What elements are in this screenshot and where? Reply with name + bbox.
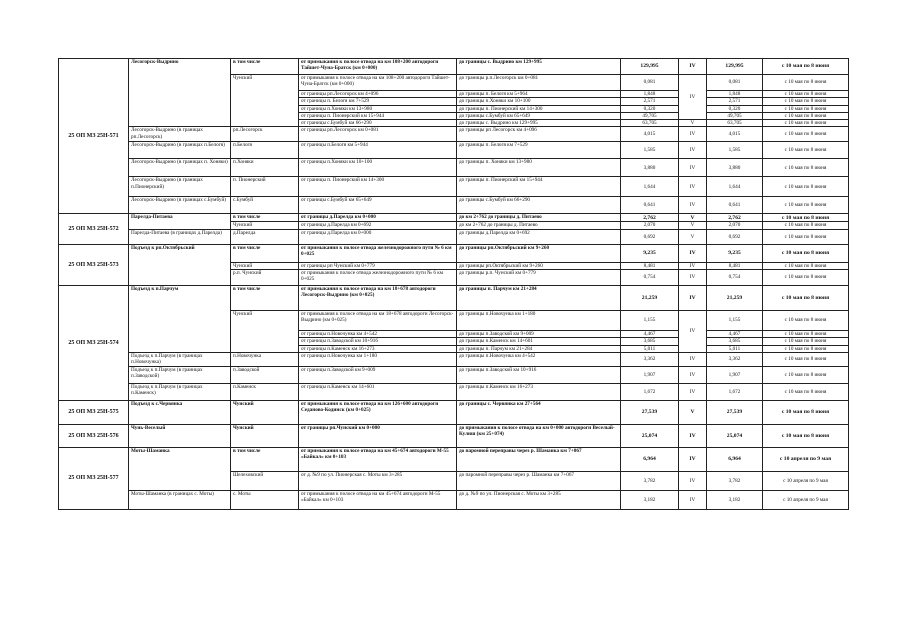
locality: в том числе: [231, 59, 299, 75]
length-restricted: 3,880: [707, 159, 763, 177]
length-restricted: 0,692: [707, 229, 763, 244]
locality: в том числе: [231, 214, 299, 222]
locality: Чунский: [231, 311, 299, 353]
length: 4,467: [621, 331, 679, 338]
segment-from: от примыкания к полосе отвода на км 108+200 автодороги Тайшет-Чуна-Братск (км 0+000): [299, 59, 457, 75]
length-restricted: 6,964: [707, 447, 763, 471]
restriction-period: с 10 мая по 8 июня: [763, 91, 849, 98]
segment-to: до границы п.Каменск км 14+601: [457, 338, 621, 345]
length-restricted: 129,995: [707, 59, 763, 75]
locality: в том числе: [231, 447, 299, 471]
restriction-period: с 10 мая по 8 июня: [763, 331, 849, 338]
length-restricted: 1,155: [707, 311, 763, 331]
table-row: [59, 159, 849, 177]
segment-from: от примыкания к полосе отвода на км 45+674 автодороги М-55 «Байкал» км 0+103: [299, 447, 457, 471]
restriction-period: с 10 мая по 8 июня: [763, 159, 849, 177]
restriction-period: с 10 мая по 8 июня: [763, 345, 849, 352]
segment-to: до границы п. Парчум км 21+284: [457, 286, 621, 311]
segment-from: от границы п.Новочунка км 4+542: [299, 331, 457, 338]
segment-to: до границы с. Выдрино км 129+995: [457, 120, 621, 127]
length: 21,259: [621, 286, 679, 311]
length: 49,705: [621, 112, 679, 119]
length: 4,015: [621, 127, 679, 142]
road-name: Моты-Шаманка (в границах с. Моты): [129, 490, 231, 509]
table-row: [59, 424, 849, 447]
length: 25,074: [621, 424, 679, 447]
category: IV: [679, 383, 707, 400]
category: IV: [679, 286, 707, 311]
segment-from: от границы д.Парелда км 0+000: [299, 214, 457, 222]
category: IV: [679, 177, 707, 197]
restriction-period: с 10 мая по 8 июня: [763, 75, 849, 91]
restriction-period: с 10 мая по 8 июня: [763, 400, 849, 424]
length: 3,782: [621, 471, 679, 490]
segment-from: от примыкания к полосе отвода железнодорожного пути № 6 км 0+025: [299, 244, 457, 262]
segment-from: от границы п. Пионерский км 15+944: [299, 112, 457, 119]
road-name: Лесогорск-Выдрино (в границах п.Белогя): [129, 142, 231, 159]
segment-from: от границы п.Заводской км 10+916: [299, 338, 457, 345]
road-name: Моты-Шаманка: [129, 447, 231, 490]
road-code: 25 ОП МЗ 25Н-576: [59, 424, 129, 447]
restriction-period: с 10 мая по 8 июня: [763, 424, 849, 447]
segment-from: от границы п. Пионерский км 14+300: [299, 177, 457, 197]
segment-to: до д. №9 по ул. Пионерская с. Моты км 3+285: [457, 490, 621, 509]
length-restricted: 1,585: [707, 142, 763, 159]
length: 1,155: [621, 311, 679, 331]
segment-to: до границы с.Бумбуй км 66+290: [457, 197, 621, 214]
restriction-period: с 10 апреля по 9 мая: [763, 471, 849, 490]
restriction-period: с 10 мая по 8 июня: [763, 338, 849, 345]
road-name: Подъезд к п.Парчум (в границах п.Каменск): [129, 383, 231, 400]
road-name: Подъезд к п.Парчум (в границах п.Заводской): [129, 366, 231, 383]
length-restricted: 1,907: [707, 366, 763, 383]
category: IV: [679, 471, 707, 490]
locality: д.Парелда: [231, 229, 299, 244]
restriction-period: с 10 мая по 8 июня: [763, 366, 849, 383]
length-restricted: 25,074: [707, 424, 763, 447]
length-restricted: 0,641: [707, 197, 763, 214]
segment-from: от границы п.Каменск км 14+601: [299, 383, 457, 400]
road-code: 25 ОП МЗ 25Н-574: [59, 286, 129, 401]
length: 2,762: [621, 214, 679, 222]
segment-to: до границы п. Хоняки км 13+980: [457, 159, 621, 177]
road-name: Лесогорск-Выдрино (в границах п. Хоняки): [129, 159, 231, 177]
table-row: [59, 177, 849, 197]
locality: в том числе: [231, 244, 299, 262]
segment-to: до границы р.п.Лесогорск км 0+081: [457, 75, 621, 91]
length-restricted: 0,320: [707, 105, 763, 112]
length: 0,320: [621, 105, 679, 112]
road-code: 25 ОП МЗ 25Н-572: [59, 214, 129, 244]
road-name: Лесогорск-Выдрино: [129, 59, 231, 127]
restriction-period: с 10 мая по 8 июня: [763, 120, 849, 127]
segment-to: до границы рп Лесогорск км 4+096: [457, 127, 621, 142]
category: V: [679, 214, 707, 222]
locality: п.Хоняки: [231, 159, 299, 177]
table-row: [59, 490, 849, 509]
locality: Чунский: [231, 400, 299, 424]
length-restricted: 3,362: [707, 352, 763, 366]
length: 27,539: [621, 400, 679, 424]
restriction-period: с 10 мая по 8 июня: [763, 383, 849, 400]
restriction-period: с 10 мая по 8 июня: [763, 105, 849, 112]
category: IV: [679, 311, 707, 353]
length-restricted: 3,782: [707, 471, 763, 490]
restriction-period: с 10 мая по 8 июня: [763, 214, 849, 222]
length-restricted: 3,685: [707, 338, 763, 345]
segment-from: от границы с.Бумбуй км 66+290: [299, 120, 457, 127]
category: V: [679, 400, 707, 424]
segment-from: от границы п.Хоняки км 10+100: [299, 159, 457, 177]
locality: Чунский: [231, 222, 299, 229]
segment-to: до паромной переправы через р. Шаманка км 7+067: [457, 447, 621, 471]
locality: Чунский: [231, 262, 299, 269]
segment-to: до границы п. Парчум км 21+284: [457, 345, 621, 352]
locality: п.Белогя: [231, 142, 299, 159]
category: IV: [679, 159, 707, 177]
length-restricted: 3,182: [707, 490, 763, 509]
category: V: [679, 229, 707, 244]
road-name: Подъезд к рп.Октябрьский: [129, 244, 231, 285]
category: IV: [679, 352, 707, 366]
length: 8,481: [621, 262, 679, 269]
category: IV: [679, 75, 707, 120]
table-row: [59, 383, 849, 400]
locality: в том числе: [231, 286, 299, 311]
road-name: Подъезд к п.Парчум: [129, 286, 231, 353]
restriction-period: с 10 мая по 8 июня: [763, 98, 849, 105]
restriction-period: с 10 мая по 8 июня: [763, 270, 849, 286]
segment-to: до км 2+762 до границы д. Питаево: [457, 214, 621, 222]
road-name: Парелда-Питаева (в границах д.Парелда): [129, 229, 231, 244]
road-code: 25 ОП МЗ 25Н-575: [59, 400, 129, 424]
length: 0,692: [621, 229, 679, 244]
length: 2,070: [621, 222, 679, 229]
road-name: Лесогорск-Выдрино (в границах п.Пионерский): [129, 177, 231, 197]
segment-to: до границы п.Новочунка км 4+542: [457, 352, 621, 366]
restriction-period: с 10 мая по 8 июня: [763, 286, 849, 311]
length-restricted: 9,235: [707, 244, 763, 262]
category: V: [679, 120, 707, 127]
length-restricted: 5,011: [707, 345, 763, 352]
locality: с. Моты: [231, 490, 299, 509]
restriction-period: с 10 мая по 8 июня: [763, 352, 849, 366]
length-restricted: 4,467: [707, 331, 763, 338]
road-name: Чунь-Веселый: [129, 424, 231, 447]
table-row: [59, 127, 849, 142]
locality: п.Заводской: [231, 366, 299, 383]
table-row: [59, 366, 849, 383]
segment-to: до паромной переправы через р. Шаманка км 7+067: [457, 471, 621, 490]
road-code: 25 ОП МЗ 25Н-571: [59, 59, 129, 214]
length: 1,848: [621, 91, 679, 98]
restriction-period: с 10 мая по 8 июня: [763, 311, 849, 331]
category: IV: [679, 127, 707, 142]
locality: Чунский: [231, 424, 299, 447]
restriction-period: с 10 апреля по 9 мая: [763, 490, 849, 509]
length-restricted: 1,644: [707, 177, 763, 197]
segment-from: от границы п. Белогя км 7+529: [299, 98, 457, 105]
segment-from: от д. №9 по ул. Пионерская с. Моты км 3+285: [299, 471, 457, 490]
segment-to: до границы п. Белогя км 5+964: [457, 91, 621, 98]
length-restricted: 21,259: [707, 286, 763, 311]
length: 3,182: [621, 490, 679, 509]
table-row: [59, 214, 849, 222]
table-row: [59, 197, 849, 214]
length-restricted: 2,762: [707, 214, 763, 222]
segment-from: от границы п.Заводской км 9+009: [299, 366, 457, 383]
restriction-period: с 10 мая по 8 июня: [763, 177, 849, 197]
restriction-period: с 10 апреля по 9 мая: [763, 447, 849, 471]
segment-to: до границы с. Выдрино км 129+995: [457, 59, 621, 75]
category: IV: [679, 270, 707, 286]
table-row: [59, 447, 849, 471]
segment-from: от границы рп Чунский км 0+779: [299, 262, 457, 269]
restriction-period: с 10 мая по 8 июня: [763, 244, 849, 262]
road-name: Подъезд к с.Червянка: [129, 400, 231, 424]
segment-from: от границы рп.Лесогорск км 0+081: [299, 127, 457, 142]
category: IV: [679, 366, 707, 383]
length: 1,644: [621, 177, 679, 197]
segment-from: от примыкания к полосе отвода на км 18+678 автодороги Лесогорск-Выдрино (км 0+025): [299, 286, 457, 311]
locality: Шелеховский: [231, 471, 299, 490]
segment-from: от примыкания к полосе отвода на км 126+600 автодороги Седаново-Кодинск (км 0+025): [299, 400, 457, 424]
length-restricted: 8,481: [707, 262, 763, 269]
segment-from: от границы рп.Чунский км 0+000: [299, 424, 457, 447]
segment-from: от примыкания к полосе отвода на км 45+674 автодороги М-55 «Байкал» км 0+103: [299, 490, 457, 509]
length-restricted: 49,705: [707, 112, 763, 119]
segment-from: от границы п.Каменск км 16+273: [299, 345, 457, 352]
segment-to: до границы п.Заводской км 9+009: [457, 331, 621, 338]
segment-to: до границы р.п. Чунский км 0+779: [457, 270, 621, 286]
table-row: [59, 400, 849, 424]
category: IV: [679, 424, 707, 447]
segment-to: до границы рп.Октябрьский км 9+260: [457, 262, 621, 269]
segment-to: до границы п.Хоняки км 10+100: [457, 98, 621, 105]
table-row: [59, 244, 849, 262]
segment-to: до границы с.Бумбуй км 65+649: [457, 112, 621, 119]
table-row: [59, 352, 849, 366]
category: IV: [679, 59, 707, 75]
length: 3,880: [621, 159, 679, 177]
segment-to: до км 2+762 до границы д. Питаево: [457, 222, 621, 229]
restriction-period: с 10 мая по 8 июня: [763, 229, 849, 244]
length: 3,362: [621, 352, 679, 366]
length-restricted: 4,015: [707, 127, 763, 142]
table-row: [59, 286, 849, 311]
restriction-period: с 10 мая по 8 июня: [763, 112, 849, 119]
length: 3,685: [621, 338, 679, 345]
length: 129,995: [621, 59, 679, 75]
length-restricted: 0,754: [707, 270, 763, 286]
category: IV: [679, 197, 707, 214]
road-name: Лесогорск-Выдрино (в границах рп.Лесогорск): [129, 127, 231, 142]
locality: п.Новочунка: [231, 352, 299, 366]
segment-to: до границы п. Пионерский км 15+944: [457, 177, 621, 197]
restriction-period: с 10 мая по 8 июня: [763, 127, 849, 142]
length: 1,672: [621, 383, 679, 400]
length: 0,754: [621, 270, 679, 286]
length-restricted: 27,539: [707, 400, 763, 424]
segment-to: до границы п.Каменск км 16+273: [457, 383, 621, 400]
length: 2,571: [621, 98, 679, 105]
length: 0,081: [621, 75, 679, 91]
segment-from: от границы п.Белогя км 5+944: [299, 142, 457, 159]
segment-to: до границы п.Заводской км 10+916: [457, 366, 621, 383]
table-row: [59, 59, 849, 75]
locality: р.п. Чунский: [231, 270, 299, 286]
segment-to: до границы п. Пионерский км 14+300: [457, 105, 621, 112]
segment-to: до границы п.Новочунка км 1+180: [457, 311, 621, 331]
restriction-period: с 10 мая по 8 июня: [763, 262, 849, 269]
segment-from: от границы с.Бумбуй км 65+649: [299, 197, 457, 214]
category: IV: [679, 262, 707, 269]
length: 5,011: [621, 345, 679, 352]
road-name: Подъезд к п.Парчум (в границах п.Новочунка): [129, 352, 231, 366]
locality: п. Пионерский: [231, 177, 299, 197]
road-code: 25 ОП МЗ 25Н-573: [59, 244, 129, 285]
length: 0,641: [621, 197, 679, 214]
locality: рп.Лесогорск: [231, 127, 299, 142]
segment-from: от границы п.Хоняки км 13+980: [299, 105, 457, 112]
length: 1,907: [621, 366, 679, 383]
road-name: Лесогорск-Выдрино (в границах с.Бумбуй): [129, 197, 231, 214]
length-restricted: 1,848: [707, 91, 763, 98]
category: IV: [679, 447, 707, 471]
restriction-period: с 10 мая по 8 июня: [763, 59, 849, 75]
segment-from: от примыкания к полосе отвода железнодорожного пути № 6 км 0+025: [299, 270, 457, 286]
segment-from: от границы п.Новочунка км 1+180: [299, 352, 457, 366]
length-restricted: 2,070: [707, 222, 763, 229]
segment-to: до границы рп.Октябрьский км 9+260: [457, 244, 621, 262]
segment-to: до границы п. Белогя км 7+529: [457, 142, 621, 159]
restriction-period: с 10 мая по 8 июня: [763, 222, 849, 229]
restriction-period: с 10 мая по 8 июня: [763, 197, 849, 214]
segment-to: до границы д.Парелда км 0+692: [457, 229, 621, 244]
locality: п.Каменск: [231, 383, 299, 400]
restriction-period: с 10 мая по 8 июня: [763, 142, 849, 159]
category: IV: [679, 244, 707, 262]
table-row: [59, 229, 849, 244]
segment-to: до границы с. Червянка км 27+564: [457, 400, 621, 424]
length: 63,705: [621, 120, 679, 127]
segment-from: от примыкания к полосе отвода на км 18+678 автодороги Лесогорск-Выдрино (км 0+025): [299, 311, 457, 331]
category: IV: [679, 142, 707, 159]
segment-to: до примыкания к полосе отвода на км 0+000 автодороги Веселый-Кулиш (км 25+074): [457, 424, 621, 447]
table-row: [59, 142, 849, 159]
length: 1,585: [621, 142, 679, 159]
length-restricted: 2,571: [707, 98, 763, 105]
segment-from: от границы д.Парелда км 0+692: [299, 222, 457, 229]
length-restricted: 0,081: [707, 75, 763, 91]
length-restricted: 63,705: [707, 120, 763, 127]
segment-from: от примыкания к полосе отвода на км 108+200 автодороги Тайшет-Чуна-Братск (км 0+000): [299, 75, 457, 91]
length: 9,235: [621, 244, 679, 262]
length: 6,964: [621, 447, 679, 471]
category: V: [679, 222, 707, 229]
road-name: Парелда-Питаева: [129, 214, 231, 229]
locality: с.Бумбуй: [231, 197, 299, 214]
road-restrictions-table: [58, 58, 849, 510]
segment-from: от границы д.Парелда км 0+000: [299, 229, 457, 244]
road-code: 25 ОП МЗ 25Н-577: [59, 447, 129, 509]
locality: Чунский: [231, 75, 299, 127]
category: IV: [679, 490, 707, 509]
segment-from: от границы рп.Лесогорск км 4+096: [299, 91, 457, 98]
length-restricted: 1,672: [707, 383, 763, 400]
